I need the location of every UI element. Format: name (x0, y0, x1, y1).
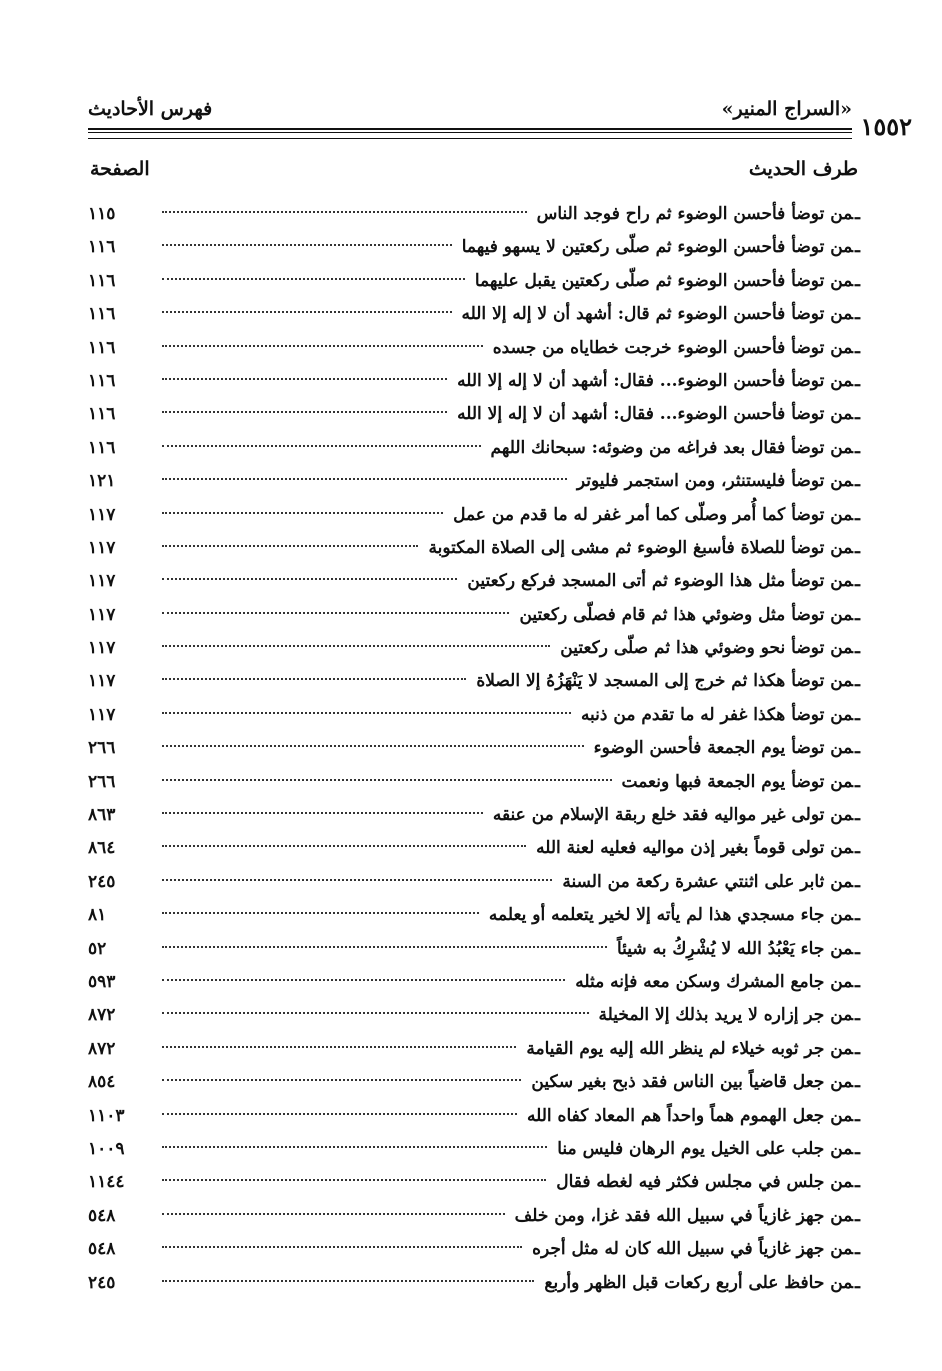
section-title: فهرس الأحاديث (88, 98, 213, 120)
hadith-text (536, 832, 860, 865)
hadith-text-body: من توضأ فأحسن الوضوء... فقال: أشهد أن لا إله إلا الله (457, 404, 854, 425)
page-header (88, 92, 912, 141)
page-ref: ١١٧ (88, 571, 116, 592)
hadith-text-body: من توضأ فأحسن الوضوء ثم راح فوجد الناس (536, 204, 854, 224)
list-item (88, 732, 860, 765)
page-ref: ١٠٠٩ (88, 1138, 125, 1159)
hadith-text (493, 332, 860, 365)
page-ref: ١١٧ (88, 704, 116, 725)
hadith-text-body: من توضأ للصلاة فأسبغ الوضوء ثم مشى إلى الصلاة المكتوبة (428, 537, 854, 558)
entry-dash: ـ (855, 638, 860, 659)
hadith-text-body: من حافظ على أربع ركعات قبل الظهر وأربع (544, 1272, 854, 1293)
entry-dash: ـ (855, 437, 860, 458)
page-ref: ١١٧ (88, 537, 116, 558)
entry-dash: ـ (855, 1005, 860, 1026)
dot-leader (162, 612, 509, 614)
hadith-text (489, 899, 860, 932)
hadith-text-body: من توضأ هكذا ثم خرج إلى المسجد لا يَنْهَزُهُ إلا الصلاة (476, 671, 854, 692)
hadith-text-body: من جر إزاره لا يريد بذلك إلا المخيلة (598, 1005, 854, 1026)
hadith-text (537, 198, 860, 231)
dot-leader (162, 1246, 522, 1248)
entry-dash: ـ (855, 805, 860, 826)
list-item (88, 1200, 860, 1233)
hadith-text-body: من جهز غازياً في سبيل الله فقد غزا، ومن خلف (514, 1205, 854, 1226)
hadith-text-body: من ثابر على اثنتي عشرة ركعة من السنة (562, 871, 854, 892)
hadith-text (594, 732, 860, 765)
hadith-text (526, 1033, 860, 1066)
dot-leader (162, 478, 567, 480)
list-item (88, 866, 860, 899)
hadith-text-body: من توضأ فليستنثر، ومن استجمر فليوتر (576, 471, 854, 492)
list-item (88, 999, 860, 1032)
list-item (88, 298, 860, 331)
list-item (88, 198, 860, 231)
hadith-text (475, 265, 860, 298)
dot-leader (162, 912, 479, 914)
dot-leader (162, 545, 418, 547)
list-item (88, 499, 860, 532)
entry-dash: ـ (855, 771, 860, 792)
page-ref: ٨٧٢ (88, 1038, 116, 1059)
entry-dash: ـ (855, 237, 860, 258)
page-ref: ١١٦ (88, 437, 116, 458)
hadith-text (491, 432, 860, 465)
hadith-text (476, 665, 860, 698)
page-ref: ٨٥٤ (88, 1072, 116, 1093)
hadith-text-body: من جلب على الخيل يوم الرهان فليس منا (557, 1138, 854, 1159)
page-ref: ١١٧ (88, 604, 116, 625)
hadith-text (457, 365, 860, 398)
entry-dash: ـ (855, 471, 860, 492)
dot-leader (162, 712, 571, 714)
column-heading-hadith: طرف الحديث (748, 158, 858, 180)
hadith-text-body: من توضأ هكذا غفر له ما تقدم من ذنبه (580, 704, 854, 725)
dot-leader (162, 879, 552, 881)
list-item (88, 1033, 860, 1066)
entry-dash: ـ (855, 270, 860, 291)
entry-dash: ـ (855, 1172, 860, 1193)
hadith-text-body: من توضأ فأحسن الوضوء ثم صلّى ركعتين يقبل عليهما (474, 270, 854, 291)
list-item (88, 799, 860, 832)
list-item (88, 265, 860, 298)
dot-leader (162, 578, 457, 580)
dot-leader (162, 946, 607, 948)
list-item (88, 365, 860, 398)
entry-dash: ـ (855, 871, 860, 892)
list-item (88, 332, 860, 365)
hadith-text-body: من تولى قوماً بغير إذن مواليه فعليه لعنة الله (536, 838, 854, 859)
entry-dash: ـ (855, 404, 860, 425)
hadith-text-body: من توضأ مثل هذا الوضوء ثم أتى المسجد فركع ركعتين (467, 571, 854, 592)
page-ref: ١١٦ (88, 337, 116, 358)
list-item (88, 1267, 860, 1300)
hadith-text-body: من توضأ فقال بعد فراغه من وضوئه: سبحانك اللهم (490, 437, 854, 458)
hadith-text (622, 766, 860, 799)
column-heading-page: الصفحة (90, 158, 150, 180)
hadith-text (556, 1166, 860, 1199)
hadith-text (453, 499, 860, 532)
hadith-text (577, 465, 860, 498)
list-item (88, 532, 860, 565)
page-ref: ١١٧ (88, 504, 116, 525)
list-item (88, 599, 860, 632)
hadith-text-body: من جر ثوبه خيلاء لم ينظر الله إليه يوم القيامة (526, 1038, 854, 1059)
entry-dash: ـ (855, 1072, 860, 1093)
page-ref: ١٢١ (88, 471, 116, 492)
dot-leader (162, 378, 447, 380)
entry-dash: ـ (855, 504, 860, 525)
entry-dash: ـ (855, 1272, 860, 1293)
page-ref: ٢٦٦ (88, 738, 116, 759)
list-item (88, 398, 860, 431)
dot-leader (162, 1213, 505, 1215)
entry-dash: ـ (855, 1105, 860, 1126)
dot-leader (162, 1113, 517, 1115)
dot-leader (162, 1046, 516, 1048)
hadith-text (575, 966, 860, 999)
entry-dash: ـ (855, 671, 860, 692)
list-item (88, 1233, 860, 1266)
page-ref: ٨٦٤ (88, 838, 116, 859)
hadith-text-body: من جعل الهموم هماً واحداً هم المعاد كفاه الله (526, 1105, 854, 1126)
hadith-text (599, 999, 860, 1032)
list-item (88, 1066, 860, 1099)
dot-leader (162, 1079, 521, 1081)
dot-leader (162, 445, 481, 447)
dot-leader (162, 512, 443, 514)
hadith-text (467, 565, 860, 598)
list-item (88, 832, 860, 865)
page-ref: ٨٦٣ (88, 805, 116, 826)
entry-dash: ـ (855, 571, 860, 592)
list-item (88, 966, 860, 999)
dot-leader (162, 278, 465, 280)
hadith-text (457, 398, 860, 431)
dot-leader (162, 345, 483, 347)
dot-leader (162, 845, 526, 847)
hadith-text-body: من تولى غير مواليه فقد خلع ربقة الإسلام من عنقه (492, 805, 854, 826)
hadith-text-body: من جامع المشرك وسكن معه فإنه مثله (575, 971, 854, 992)
hadith-text-body: من توضأ فأحسن الوضوء... فقال: أشهد أن لا إله إلا الله (457, 370, 854, 391)
page-ref: ٢٦٦ (88, 771, 116, 792)
dot-leader (162, 1179, 546, 1181)
hadith-text-body: من توضأ مثل وضوئي هذا ثم قام فصلّى ركعتين (519, 604, 854, 625)
hadith-text (428, 532, 860, 565)
list-item (88, 231, 860, 264)
page-ref: ١١٦ (88, 404, 116, 425)
hadith-index-list (88, 198, 860, 1300)
entry-dash: ـ (855, 370, 860, 391)
hadith-text (527, 1100, 860, 1133)
hadith-text (560, 632, 860, 665)
dot-leader (162, 745, 584, 747)
page-ref: ١١٥ (88, 204, 116, 224)
list-item (88, 565, 860, 598)
hadith-text (493, 799, 860, 832)
hadith-text-body: من جهز غازياً في سبيل الله كان له مثل أجره (532, 1239, 854, 1260)
list-item (88, 1133, 860, 1166)
list-item (88, 699, 860, 732)
hadith-text-body: من توضأ فأحسن الوضوء خرجت خطاياه من جسده (492, 337, 854, 358)
header-rule (88, 138, 852, 139)
hadith-text (532, 1233, 860, 1266)
entry-dash: ـ (855, 537, 860, 558)
page-ref: ١١٧ (88, 671, 116, 692)
hadith-text-body: من جلس في مجلس فكثر فيه لغطه فقال (556, 1172, 854, 1193)
header-rule (88, 128, 852, 130)
entry-dash: ـ (855, 1205, 860, 1226)
page-ref: ٥٤٨ (88, 1205, 116, 1226)
entry-dash: ـ (855, 938, 860, 959)
hadith-text (515, 1200, 860, 1233)
list-item (88, 933, 860, 966)
entry-dash: ـ (855, 604, 860, 625)
list-item (88, 766, 860, 799)
hadith-text-body: من توضأ فأحسن الوضوء ثم قال: أشهد أن لا إله إلا الله (461, 304, 854, 325)
list-item (88, 432, 860, 465)
page-ref: ١١٦ (88, 270, 116, 291)
page-ref: ٢٤٥ (88, 1272, 116, 1293)
hadith-text (581, 699, 860, 732)
page-ref: ٥٩٣ (88, 971, 116, 992)
page-ref: ١١٦ (88, 237, 116, 258)
list-item (88, 465, 860, 498)
page-ref: ٨٧٢ (88, 1005, 116, 1026)
page-ref: ٢٤٥ (88, 871, 116, 892)
entry-dash: ـ (855, 204, 860, 224)
entry-dash: ـ (855, 704, 860, 725)
page-ref: ١١٦ (88, 304, 116, 325)
entry-dash: ـ (855, 1239, 860, 1260)
list-item (88, 1166, 860, 1199)
entry-dash: ـ (855, 905, 860, 926)
entry-dash: ـ (855, 304, 860, 325)
hadith-text-body: من جعل قاضياً بين الناس فقد ذبح بغير سكين (531, 1072, 854, 1093)
entry-dash: ـ (855, 1138, 860, 1159)
hadith-text-body: من توضأ كما أُمر وصلّى كما أمر غفر له ما قدم من عمل (453, 504, 854, 525)
page-ref: ١١٠٣ (88, 1105, 125, 1126)
page-ref: ١١٤٤ (88, 1172, 125, 1193)
entry-dash: ـ (855, 838, 860, 859)
entry-dash: ـ (855, 337, 860, 358)
entry-dash: ـ (855, 738, 860, 759)
hadith-text-body: من توضأ يوم الجمعة فبها ونعمت (621, 771, 854, 792)
hadith-text (519, 599, 860, 632)
list-item (88, 899, 860, 932)
hadith-text (617, 933, 860, 966)
hadith-text (462, 298, 861, 331)
page-ref: ١١٧ (88, 638, 116, 659)
dot-leader (162, 779, 612, 781)
dot-leader (162, 1146, 547, 1148)
dot-leader (162, 1012, 589, 1014)
dot-leader (162, 812, 483, 814)
hadith-text-body: من توضأ نحو وضوئي هذا ثم صلّى ركعتين (560, 638, 854, 659)
entry-dash: ـ (855, 1038, 860, 1059)
hadith-text (562, 866, 860, 899)
dot-leader (162, 1280, 534, 1282)
hadith-text-body: من جاء يَعْبُدُ الله لا يُشْرِكُ به شيئاً (616, 938, 854, 959)
dot-leader (162, 411, 447, 413)
hadith-text (544, 1267, 860, 1300)
dot-leader (162, 311, 452, 313)
dot-leader (162, 979, 565, 981)
page-ref: ٨١ (88, 905, 107, 926)
hadith-text-body: من توضأ يوم الجمعة فأحسن الوضوء (593, 738, 854, 759)
dot-leader (162, 211, 527, 213)
list-item (88, 665, 860, 698)
header-rule (88, 132, 852, 133)
hadith-text-body: من جاء مسجدي هذا لم يأته إلا لخير يتعلمه أو يعلمه (488, 905, 854, 926)
hadith-text (462, 231, 860, 264)
dot-leader (162, 678, 466, 680)
hadith-text (557, 1133, 860, 1166)
list-item (88, 1100, 860, 1133)
book-title: «السراج المنير» (721, 98, 852, 120)
page-number: ١٥٥٢ (860, 112, 912, 141)
page-ref: ١١٦ (88, 370, 116, 391)
hadith-text (531, 1066, 860, 1099)
list-item (88, 632, 860, 665)
page-ref: ٥٢ (88, 938, 107, 959)
dot-leader (162, 244, 452, 246)
dot-leader (162, 645, 550, 647)
entry-dash: ـ (855, 971, 860, 992)
hadith-text-body: من توضأ فأحسن الوضوء ثم صلّى ركعتين لا يسهو فيهما (461, 237, 854, 258)
page-ref: ٥٤٨ (88, 1239, 116, 1260)
